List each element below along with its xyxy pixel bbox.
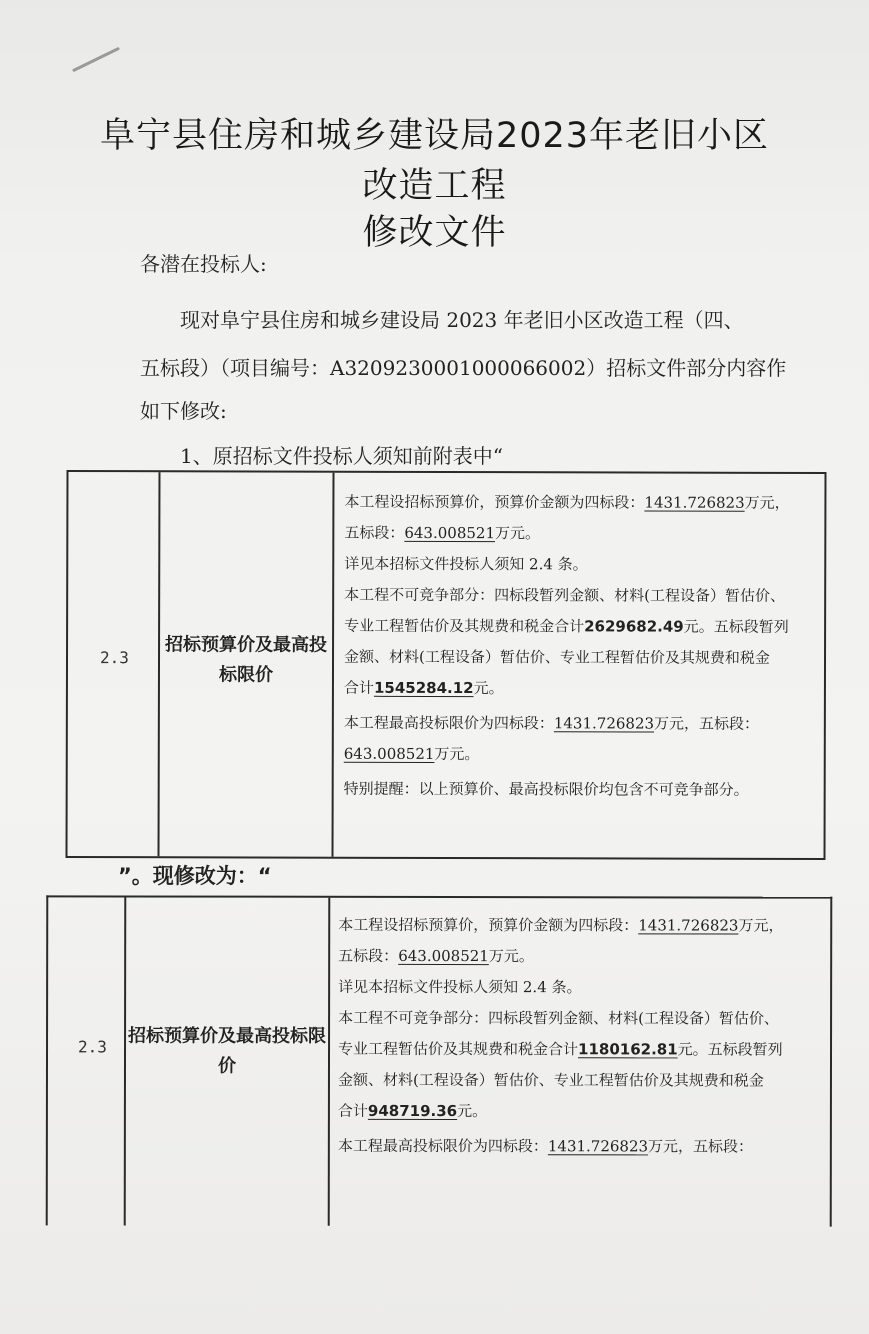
intro-line-1: 现对阜宁县住房和城乡建设局 2023 年老旧小区改造工程（四、: [180, 308, 744, 332]
section4-max-value: 1431.726823: [553, 714, 655, 733]
table-divider: [328, 898, 331, 1226]
row-number: 2.3: [78, 1037, 107, 1057]
section5-budget-value: 643.008521: [404, 523, 496, 543]
document-title-line1: 阜宁县住房和城乡建设局2023年老旧小区: [99, 116, 770, 156]
section4-budget-value: 1431.726823: [638, 916, 739, 935]
section5-budget-value: 643.008521: [398, 946, 489, 966]
noncompetitive-line-2: 专业工程暂估价及其规费和税金合计1180162.81元。五标段暂列: [338, 1039, 783, 1059]
noncompetitive-line-2: 专业工程暂估价及其规费和税金合计2629682.49元。五标段暂列: [344, 616, 789, 636]
section4-noncompetitive-value: 1180162.81: [578, 1040, 678, 1059]
noncompetitive-line-3: 金额、材料(工程设备）暂估价、专业工程暂估价及其规费和税金: [337, 1070, 764, 1090]
document-title-line2: 改造工程: [362, 166, 507, 206]
addressee: 各潜在投标人:: [140, 252, 267, 276]
section5-budget-line: 五标段：643.008521万元。: [338, 946, 534, 966]
intro-line-2: 五标段）（项目编号：A3209230001000066002）招标文件部分内容作: [140, 356, 787, 380]
max-price-line: 本工程最高投标限价为四标段：1431.726823万元，五标段：: [337, 1136, 754, 1156]
section5-max-value: 643.008521: [343, 744, 435, 763]
noncompetitive-line-4: 合计948719.36元。: [337, 1101, 488, 1121]
see-note-line: 详见本招标文件投标人须知 2.4 条。: [344, 554, 588, 574]
intro-line-3: 如下修改:: [140, 399, 227, 423]
see-note-line: 详见本招标文件投标人须知 2.4 条。: [338, 977, 582, 997]
row-heading: 招标预算价及最高投标限价: [128, 1025, 327, 1077]
item-1-text: 1、原招标文件投标人须知前附表中“: [180, 444, 503, 468]
original-table: [65, 470, 826, 860]
section5-noncompetitive-value: 948719.36: [367, 1101, 458, 1121]
document-title-line3: 修改文件: [362, 213, 507, 253]
modified-label: ”。现修改为：“: [118, 864, 272, 888]
noncompetitive-line-4: 合计1545284.12元。: [343, 678, 504, 698]
section4-noncompetitive-value: 2629682.49: [584, 617, 684, 636]
row-heading: 招标预算价及最高投标限价: [165, 634, 328, 686]
section5-max-line: 643.008521万元。: [343, 744, 480, 764]
row-content: [344, 487, 821, 806]
row-content: [338, 910, 828, 1163]
budget-line: 本工程设招标预算价，预算价金额为四标段：1431.726823万元，: [338, 915, 784, 935]
section5-noncompetitive-value: 1545284.12: [373, 678, 474, 698]
budget-line: 本工程设招标预算价，预算价金额为四标段：1431.726823万元，: [344, 492, 790, 512]
reminder-line: 特别提醒：以上预算价、最高投标限价均包含不可竞争部分。: [343, 779, 749, 799]
max-price-line: 本工程最高投标限价为四标段：1431.726823万元，五标段：: [343, 713, 760, 733]
section5-budget-line: 五标段：643.008521万元。: [344, 523, 541, 543]
noncompetitive-line-1: 本工程不可竞争部分：四标段暂列金额、材料(工程设备）暂估价、: [338, 1008, 779, 1028]
revised-table: [46, 895, 833, 1226]
noncompetitive-line-3: 金额、材料(工程设备）暂估价、专业工程暂估价及其规费和税金: [343, 647, 770, 667]
section4-budget-value: 1431.726823: [644, 493, 745, 512]
staple-mark: [72, 47, 120, 72]
row-number: 2.3: [99, 648, 129, 668]
section4-max-value: 1431.726823: [547, 1137, 649, 1156]
noncompetitive-line-1: 本工程不可竞争部分：四标段暂列金额、材料(工程设备）暂估价、: [344, 585, 786, 605]
